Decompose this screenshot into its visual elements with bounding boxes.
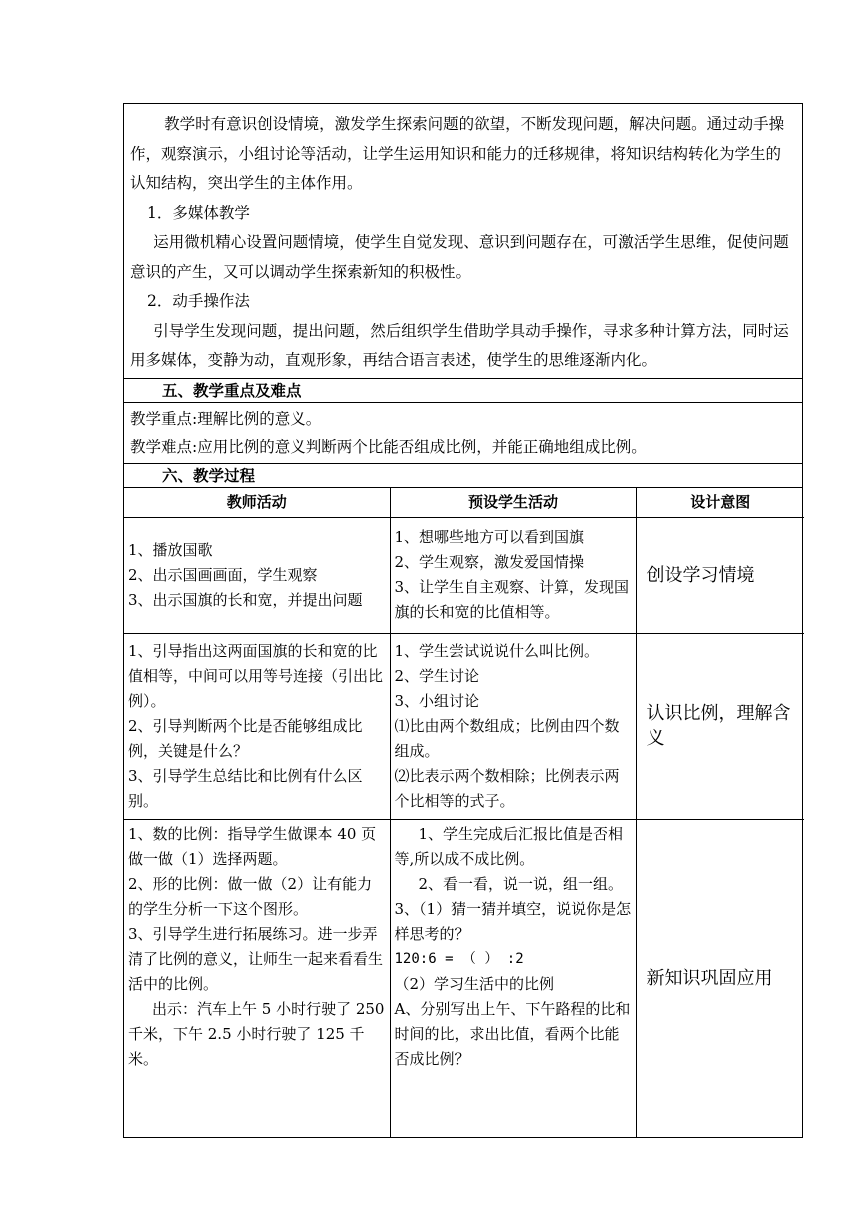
list-item: 1、播放国歌 — [128, 540, 213, 559]
ratio-fill-blank: 120:6 = （ ） :2 — [394, 950, 524, 967]
student-activity-cell — [390, 517, 636, 633]
section6-heading: 六、教学过程 — [123, 463, 803, 487]
process-table-block — [123, 487, 803, 1139]
list-item: 出示：汽车上午 5 小时行驶了 250 千米，下午 2.5 小时行驶了 125 千米。 — [128, 999, 385, 1068]
column-header: 预设学生活动 — [390, 488, 636, 518]
list-item: 1、数的比例：指导学生做课本 40 页做一做（1）选择两题。 — [128, 824, 377, 868]
list-item: 2、出示国画画面，学生观察 — [128, 565, 318, 584]
list-item: 3、小组讨论 — [394, 691, 480, 710]
teacher-activity-cell — [124, 633, 390, 819]
table-row — [124, 633, 804, 819]
column-header: 教师活动 — [124, 488, 390, 518]
design-intent-cell: 创设学习情境 — [636, 517, 804, 633]
teaching-method-block — [123, 103, 803, 378]
list-item: 2、形的比例：做一做（2）让有能力的学生分析一下这个图形。 — [128, 874, 373, 918]
table-header-row — [124, 488, 804, 518]
process-table — [124, 488, 804, 1138]
design-intent-cell: 认识比例，理解含义 — [636, 633, 804, 819]
table-row — [124, 517, 804, 633]
list-item: 3、引导学生进行拓展练习。进一步弄清了比例的意义，让师生一起来看看生活中的比例。 — [128, 924, 384, 993]
section5-heading: 五、教学重点及难点 — [123, 378, 803, 402]
lesson-plan-page — [123, 103, 803, 1138]
list-item: 1、学生完成后汇报比值是否相等,所以成不成比例。 — [394, 824, 624, 868]
list-item: 2、学生观察，激发爱国情操 — [394, 553, 585, 571]
list-item: 1、想哪些地方可以看到国旗 — [394, 528, 585, 546]
teacher-activity-cell — [124, 517, 390, 633]
key-points-block — [123, 402, 803, 463]
list-item: 2、引导判断两个比是否能够组成比例，关键是什么？ — [128, 716, 363, 760]
method1-title: 1．多媒体教学 — [147, 203, 250, 222]
method2-text: 引导学生发现问题，提出问题，然后组织学生借助学具动手操作，寻求多种计算方法，同时运用多媒体，变静为动，直观形象，再结合语言表述，使学生的思维逐渐内化。 — [130, 321, 789, 369]
list-item: ⑴比由两个数组成；比例由四个数组成。 — [394, 716, 620, 760]
list-item: ⑵比表示两个数相除；比例表示两个比相等的式子。 — [394, 766, 620, 810]
list-item: 2、看一看，说一说，组一组。 — [418, 874, 624, 893]
student-activity-cell — [390, 633, 636, 819]
list-item: 3、（1）猜一猜并填空，说说你是怎样思考的？ — [394, 899, 632, 943]
design-intent-cell: 新知识巩固应用 — [636, 819, 804, 1137]
list-item: 3、让学生自主观察、计算，发现国旗的长和宽的比值相等。 — [394, 578, 630, 621]
list-item: 1、学生尝试说说什么叫比例。 — [394, 641, 600, 660]
method1-text: 运用微机精心设置问题情境，使学生自觉发现、意识到问题存在，可激活学生思维，促使问题意识的产生，又可以调动学生探索新知的积极性。 — [130, 233, 789, 281]
column-header: 设计意图 — [636, 488, 804, 518]
list-item: 3、引导学生总结比和比例有什么区别。 — [128, 766, 363, 810]
method-paragraph: 教学时有意识创设情境，激发学生探索问题的欲望，不断发现问题，解决问题。通过动手操作，观察演示，小组讨论等活动，让学生运用知识和能力的迁移规律，将知识结构转化为学生的认知结构，突出学生的主体作用。 — [130, 115, 785, 192]
method2-title: 2．动手操作法 — [147, 292, 250, 310]
list-item: A、分别写出上午、下午路程的比和时间的比，求出比值，看两个比能否成比例？ — [394, 999, 631, 1068]
list-item: （2）学习生活中的比例 — [394, 974, 555, 993]
student-activity-cell — [390, 819, 636, 1137]
key-point-text: 教学重点:理解比例的意义。 — [130, 409, 322, 428]
list-item: 3、出示国旗的长和宽，并提出问题 — [128, 590, 363, 609]
list-item: 2、学生讨论 — [394, 666, 480, 685]
table-row — [124, 819, 804, 1137]
difficulty-text: 教学难点:应用比例的意义判断两个比能否组成比例，并能正确地组成比例。 — [130, 437, 647, 456]
list-item: 1、引导指出这两面国旗的长和宽的比值相等，中间可以用等号连接（引出比例）。 — [128, 641, 384, 710]
teacher-activity-cell — [124, 819, 390, 1137]
